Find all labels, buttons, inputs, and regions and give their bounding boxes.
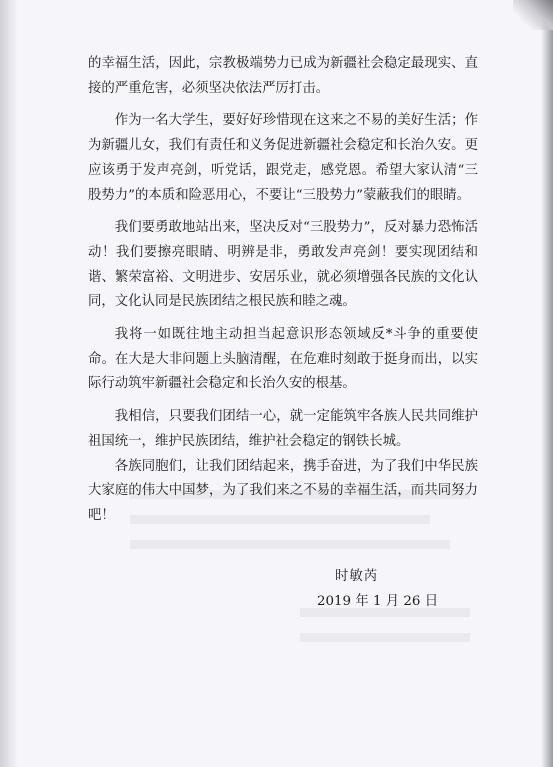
paragraph: 各族同胞们，让我们团结起来，携手奋进，为了我们中华民族大家庭的伟大中国梦，为了我们来之不易的幸福生活，而共同努力吧！ [88,458,478,523]
signature-date: 2019 年 1 月 26 日 [317,594,439,609]
paragraph: 作为一名大学生，要好好珍惜现在这来之不易的美好生活；作为新疆儿女，我们有责任和义务促进新疆社会稳定和长治久安。更应该勇于发声亮剑，听党话，跟党走，感党恩。希望大家认清“三股势力”的本质和险恶用心，不要让“三股势力”蒙蔽我们的眼睛。 [88,113,478,203]
bleed-through-line [130,540,450,549]
bleed-through-line [300,633,470,642]
scan-shadow-right [541,0,553,767]
paragraph: 的幸福生活，因此，宗教极端势力已成为新疆社会稳定最现实、直接的严重危害，必须坚决依法严厉打击。 [88,56,478,96]
scan-shadow-left [0,0,18,767]
letter-body [88,52,478,529]
paragraph: 我将一如既往地主动担当起意识形态领域反*斗争的重要使命。在大是大非问题上头脑清醒，在危难时刻敢于挺身而出，以实际行动筑牢新疆社会稳定和长治久安的根基。 [88,327,478,392]
bleed-through-line [300,608,470,617]
scan-corner-fold [513,0,553,30]
signature-name: 时敏芮 [335,569,379,584]
paragraph: 我们要勇敢地站出来，坚决反对“三股势力”，反对暴力恐怖活动！我们要擦亮眼睛、明辨是非，勇敢发声亮剑！要实现团结和谐、繁荣富裕、文明进步、安居乐业，就必须增强各民族的文化认同，文化认同是民族团结之根民族和睦之魂。 [88,220,478,310]
paragraph: 我相信，只要我们团结一心，就一定能筑牢各族人民共同维护祖国统一，维护民族团结，维护社会稳定的钢铁长城。 [88,409,478,449]
